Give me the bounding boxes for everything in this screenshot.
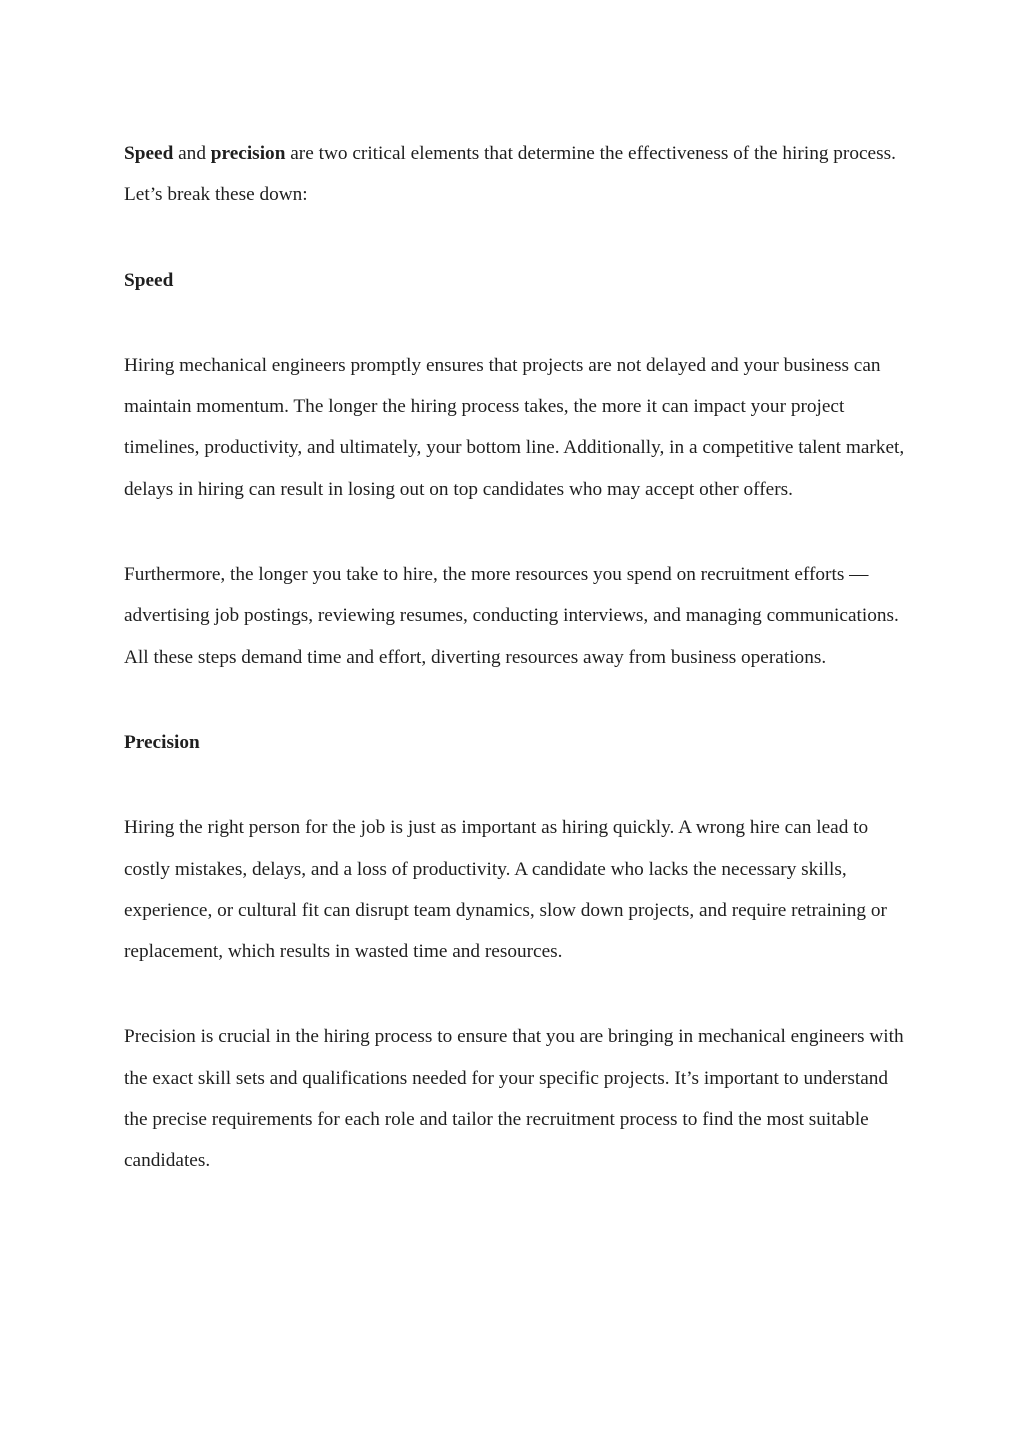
intro-paragraph xyxy=(124,133,914,216)
intro-bold-speed: Speed xyxy=(124,143,174,164)
speed-paragraph-1: Hiring mechanical engineers promptly ensures that projects are not delayed and your business can maintain momentum. The longer the hiring process takes, the more it can impact your project timelines, productivity, and ultimately, your bottom line. Additionally, in a competitive talent market, delays in hiring can result in losing out on top candidates who may accept other offers. xyxy=(124,354,905,500)
intro-bold-precision: precision xyxy=(210,143,286,164)
precision-paragraph-1: Hiring the right person for the job is just as important as hiring quickly. A wrong hire can lead to costly mistakes, delays, and a loss of productivity. A candidate who lacks the necessary skills, experience, or cultural fit can disrupt team dynamics, slow down projects, and require retraining or replacement, which results in wasted time and resources. xyxy=(124,817,887,963)
document-body xyxy=(124,133,914,1226)
speed-heading: Speed xyxy=(124,269,174,291)
intro-text-and: and xyxy=(173,143,211,164)
precision-paragraph-2: Precision is crucial in the hiring process to ensure that you are bringing in mechanical engineers with the exact skill sets and qualifications needed for your specific projects. It’s important to understand the precise requirements for each role and tailor the recruitment process to find the most suitable candidates. xyxy=(124,1026,904,1172)
speed-paragraph-2: Furthermore, the longer you take to hire, the more resources you spend on recruitment efforts — advertising job postings, reviewing resumes, conducting interviews, and managing communications. All these steps demand time and effort, diverting resources away from business operations. xyxy=(124,564,899,668)
intro-text-rest: are two critical elements that determine the effectiveness of the hiring process. Let’s break these down: xyxy=(124,143,896,206)
precision-heading: Precision xyxy=(124,731,200,753)
